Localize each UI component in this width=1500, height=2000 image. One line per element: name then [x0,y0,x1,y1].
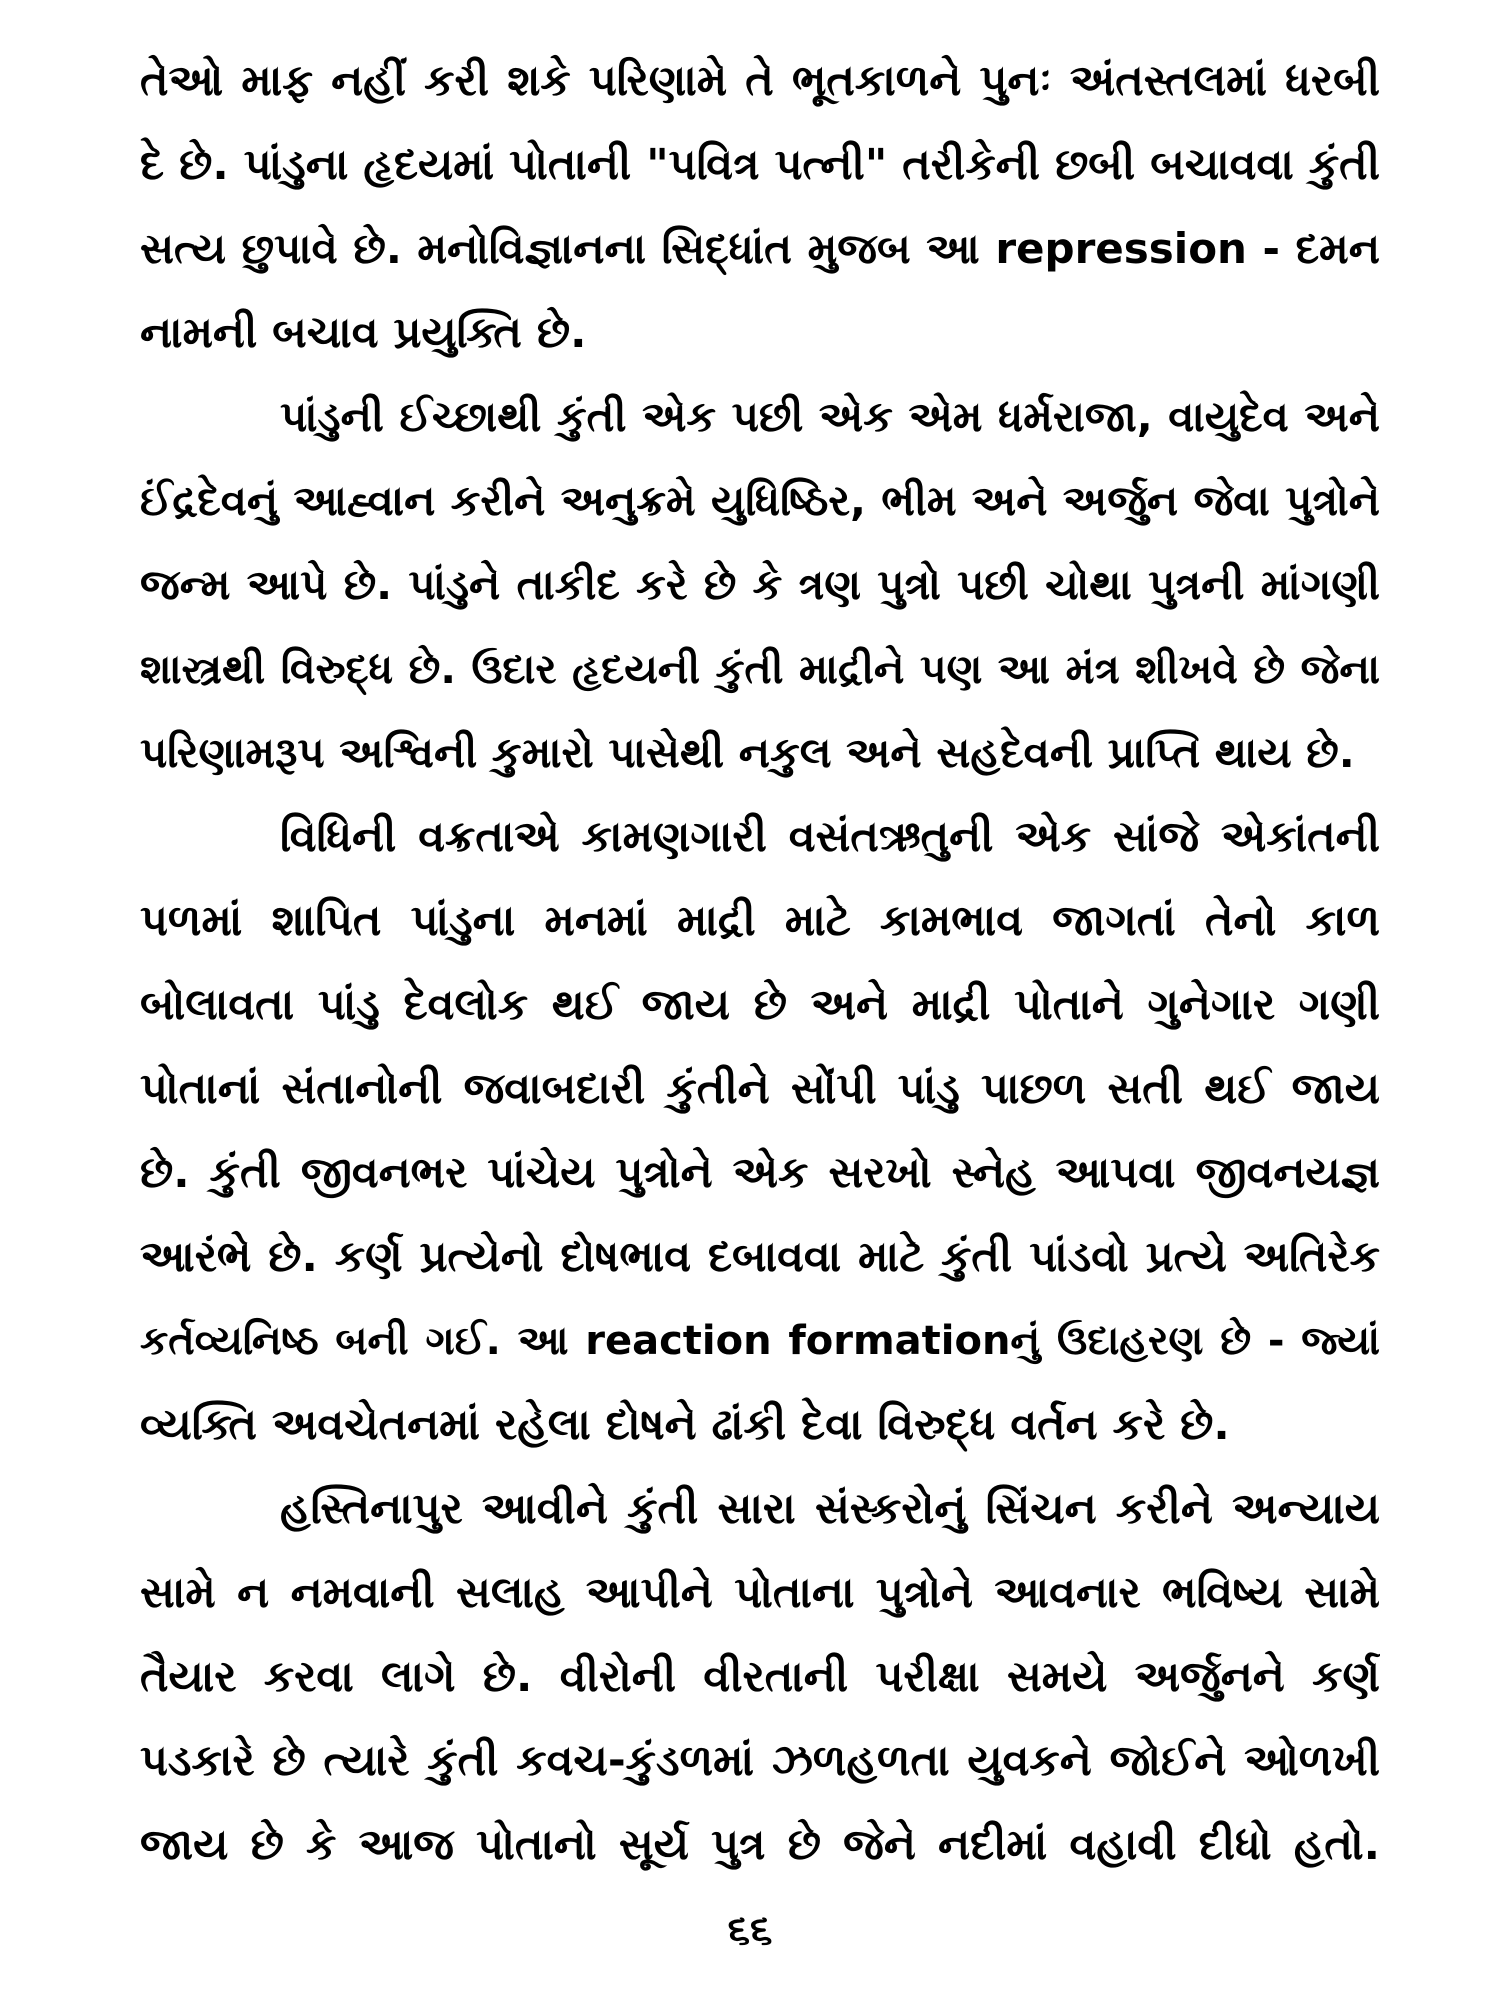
paragraph-4-line-1: હસ્તિનાપુર આવીને કુંતી સારા સંસ્કરોનું સિંચન કરીને અન્યાય [280,1484,1380,1534]
paragraph-3-line-7: કર્તવ્યનિષ્ઠ બની ગઈ. આ reaction formationનું ઉદાહરણ છે - જ્યાં [140,1318,1380,1364]
paragraph-1-line-1: તેઓ માફ નહીં કરી શકે પરિણામે તે ભૂતકાળને પુનઃ અંતસ્તલમાં ધરબી [140,56,1380,106]
paragraph-4-line-5: જાય છે કે આજ પોતાનો સૂર્ય પુત્ર છે જેને નદીમાં વહાવી દીધો હતો. [140,1820,1380,1870]
paragraph-2-line-5: પરિણામરૂપ અશ્વિની કુમારો પાસેથી નકુલ અને સહદેવની પ્રાપ્તિ થાય છે. [140,728,1355,777]
paragraph-3-line-3: બોલાવતા પાંડુ દેવલોક થઈ જાય છે અને માદ્રી પોતાને ગુનેગાર ગણી [140,980,1380,1030]
paragraph-3-line-8: વ્યક્તિ અવચેતનમાં રહેલા દોષને ઢાંકી દેવા વિરુદ્ધ વર્તન કરે છે. [140,1400,1230,1450]
paragraph-2-line-3: જન્મ આપે છે. પાંડુને તાકીદ કરે છે કે ત્રણ પુત્રો પછી ચોથા પુત્રની માંગણી [140,560,1380,609]
paragraph-4-line-4: પડકારે છે ત્યારે કુંતી કવચ-કુંડળમાં ઝળહળતા યુવકને જોઈને ઓળખી [140,1736,1380,1786]
page-number: ૬૬ [727,1907,773,1953]
paragraph-1-line-2: દે છે. પાંડુના હૃદયમાં પોતાની "પવિત્ર પત્ની" તરીકેની છબી બચાવવા કુંતી [140,140,1380,190]
paragraph-1-line-3: સત્ય છુપાવે છે. મનોવિજ્ઞાનના સિદ્ધાંત મુજબ આ repression - દમન [140,224,1380,273]
paragraph-3-line-6: આરંભે છે. કર્ણ પ્રત્યેનો દોષભાવ દબાવવા માટે કુંતી પાંડવો પ્રત્યે અતિરેક [140,1232,1380,1282]
paragraph-3-line-2: પળમાં શાપિત પાંડુના મનમાં માદ્રી માટે કામભાવ જાગતાં તેનો કાળ [140,896,1380,946]
paragraph-4-line-2: સામે ન નમવાની સલાહ આપીને પોતાના પુત્રોને આવનાર ભવિષ્ય સામે [140,1568,1380,1618]
paragraph-3-line-4: પોતાનાં સંતાનોની જવાબદારી કુંતીને સોંપી પાંડુ પાછળ સતી થઈ જાય [140,1064,1380,1114]
paragraph-3-line-1: વિધિની વક્રતાએ કામણગારી વસંતઋતુની એક સાંજે એકાંતની [280,812,1380,862]
document-page [140,40,1380,1920]
paragraph-3-line-5: છે. કુંતી જીવનભર પાંચેય પુત્રોને એક સરખો સ્નેહ આપવા જીવનયજ્ઞ [140,1148,1380,1198]
paragraph-2-line-1: પાંડુની ઈચ્છાથી કુંતી એક પછી એક એમ ધર્મરાજા, વાયુદેવ અને [280,392,1380,441]
paragraph-2-line-2: ઈંદ્રદેવનું આહ્વાન કરીને અનુક્રમે યુધિષ્ઠિર, ભીમ અને અર્જુન જેવા પુત્રોને [140,476,1380,525]
paragraph-2-line-4: શાસ્ત્રથી વિરુદ્ધ છે. ઉદાર હૃદયની કુંતી માદ્રીને પણ આ મંત્ર શીખવે છે જેના [140,645,1380,693]
paragraph-1-line-4: નામની બચાવ પ્રયુક્તિ છે. [140,308,587,358]
paragraph-4-line-3: તૈયાર કરવા લાગે છે. વીરોની વીરતાની પરીક્ષા સમયે અર્જુનને કર્ણ [140,1652,1380,1702]
